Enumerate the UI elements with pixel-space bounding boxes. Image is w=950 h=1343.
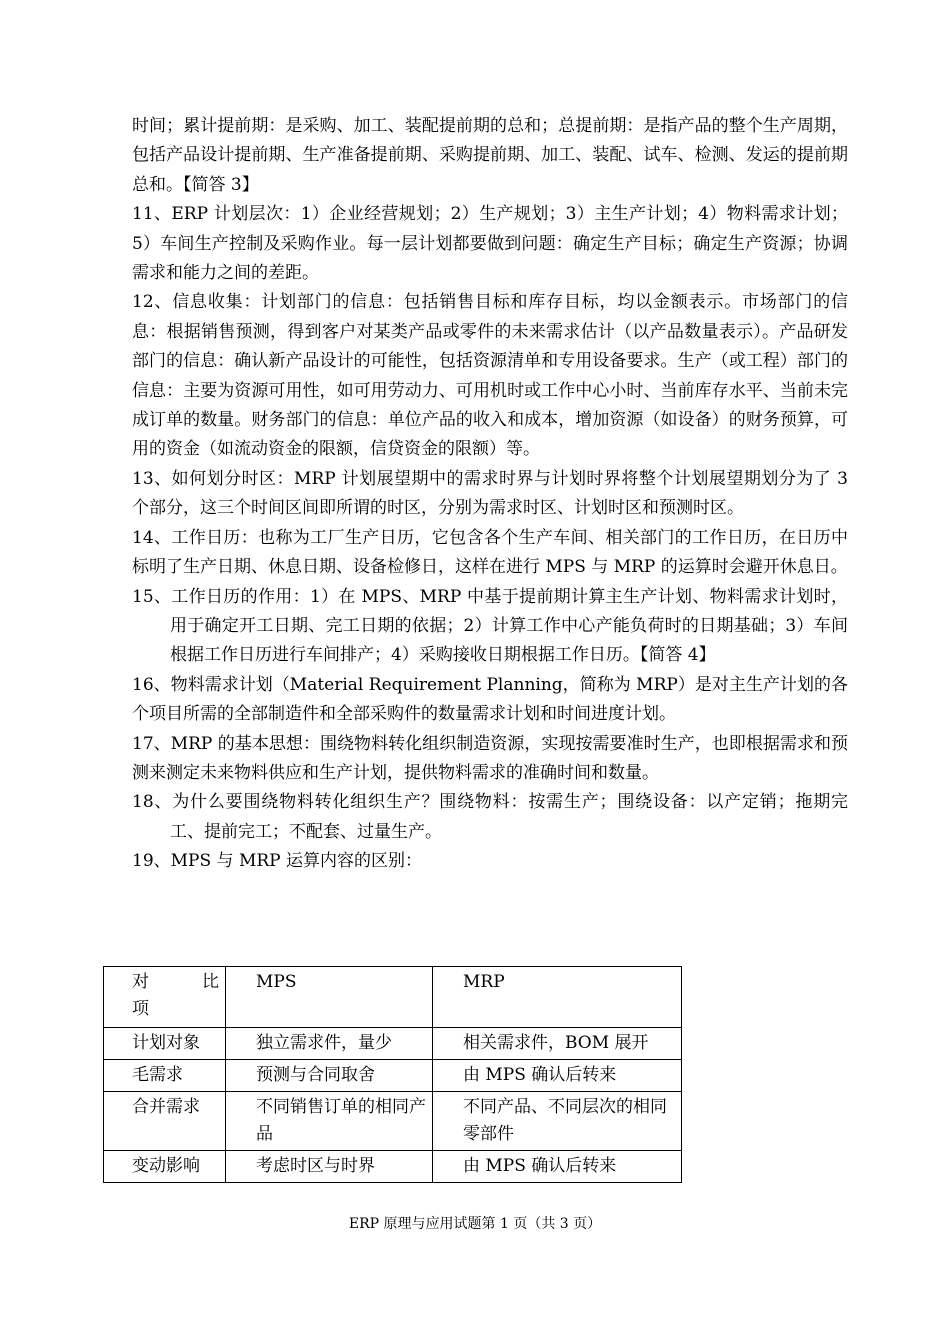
table-cell: 预测与合同取舍 xyxy=(226,1060,433,1092)
paragraph-11: 11、ERP 计划层次：1）企业经营规划；2）生产规划；3）主生产计划；4）物料需求计划；5）车间生产控制及采购作业。每一层计划都要做到问题：确定生产目标；确定生产资源；协调需求和能力之间的差距。 xyxy=(132,204,848,284)
table-cell: 变动影响 xyxy=(104,1151,226,1183)
paragraph-17: 17、MRP 的基本思想：围绕物料转化组织制造资源，实现按需要准时生产，也即根据需求和预测来测定未来物料供应和生产计划，提供物料需求的准确时间和数量。 xyxy=(132,733,848,783)
header-cell-mrp: MRP xyxy=(433,967,682,1028)
table-cell: 由 MPS 确认后转来 xyxy=(433,1060,682,1092)
table-cell: 不同产品、不同层次的相同零部件 xyxy=(433,1092,682,1151)
paragraph-19: 19、MPS 与 MRP 运算内容的区别： xyxy=(132,851,422,872)
table-cell: 计划对象 xyxy=(104,1028,226,1060)
table-cell: 由 MPS 确认后转来 xyxy=(433,1151,682,1183)
table-cell: 不同销售订单的相同产品 xyxy=(226,1092,433,1151)
table-cell: 独立需求件，量少 xyxy=(226,1028,433,1060)
comparison-table xyxy=(103,966,682,1183)
table-row xyxy=(104,1092,682,1151)
table-header-row xyxy=(104,967,682,1028)
table-cell: 毛需求 xyxy=(104,1060,226,1092)
table-row xyxy=(104,1151,682,1183)
page-footer: ERP 原理与应用试题第 1 页（共 3 页） xyxy=(348,1216,602,1232)
table-cell: 考虑时区与时界 xyxy=(226,1151,433,1183)
table-cell: 相关需求件，BOM 展开 xyxy=(433,1028,682,1060)
paragraph-18: 18、为什么要围绕物料转化组织生产？围绕物料：按需生产；围绕设备：以产定销；拖期完工、提前完工；不配套、过量生产。 xyxy=(132,792,848,842)
paragraph-14: 14、工作日历：也称为工厂生产日历，它包含各个生产车间、相关部门的工作日历，在日历中标明了生产日期、休息日期、设备检修日，这样在进行 MPS 与 MRP 的运算时会避开休息日。 xyxy=(132,527,848,578)
table-row xyxy=(104,1028,682,1060)
table-row xyxy=(104,1060,682,1092)
paragraph-15: 15、工作日历的作用：1）在 MPS、MRP 中基于提前期计算主生产计划、物料需求计划时，用于确定开工日期、完工日期的依据；2）计算工作中心产能负荷时的日期基础；3）车间根据工作日历进行车间排产；4）采购接收日期根据工作日历。【简答 4】 xyxy=(132,586,848,666)
paragraph-13: 13、如何划分时区：MRP 计划展望期中的需求时界与计划时界将整个计划展望期划分为了 3 个部分，这三个时间区间即所谓的时区，分别为需求时区、计划时区和预测时区。 xyxy=(132,468,848,519)
header-cell-mps: MPS xyxy=(226,967,433,1028)
header-cell-compare-item: 对 比 项 xyxy=(104,967,226,1028)
table-cell: 合并需求 xyxy=(104,1092,226,1151)
body-text xyxy=(132,112,848,877)
paragraph-16: 16、物料需求计划（Material Requirement Planning，简称为 MRP）是对主生产计划的各个项目所需的全部制造件和全部采购件的数量需求计划和时间进度计划。 xyxy=(132,674,848,725)
paragraph-continued: 时间；累计提前期：是采购、加工、装配提前期的总和；总提前期：是指产品的整个生产周期，包括产品设计提前期、生产准备提前期、采购提前期、加工、装配、试车、检测、发运的提前期总和。【简答 3】 xyxy=(132,116,848,195)
paragraph-12: 12、信息收集：计划部门的信息：包括销售目标和库存目标，均以金额表示。市场部门的信息：根据销售预测，得到客户对某类产品或零件的未来需求估计（以产品数量表示）。产品研发部门的信息：确认新产品设计的可能性，包括资源清单和专用设备要求。生产（或工程）部门的信息：主要为资源可用性，如可用劳动力、可用机时或工作中心小时、当前库存水平、当前未完成订单的数量。财务部门的信息：单位产品的收入和成本，增加资源（如设备）的财务预算，可用的资金（如流动资金的限额，信贷资金的限额）等。 xyxy=(132,292,848,460)
